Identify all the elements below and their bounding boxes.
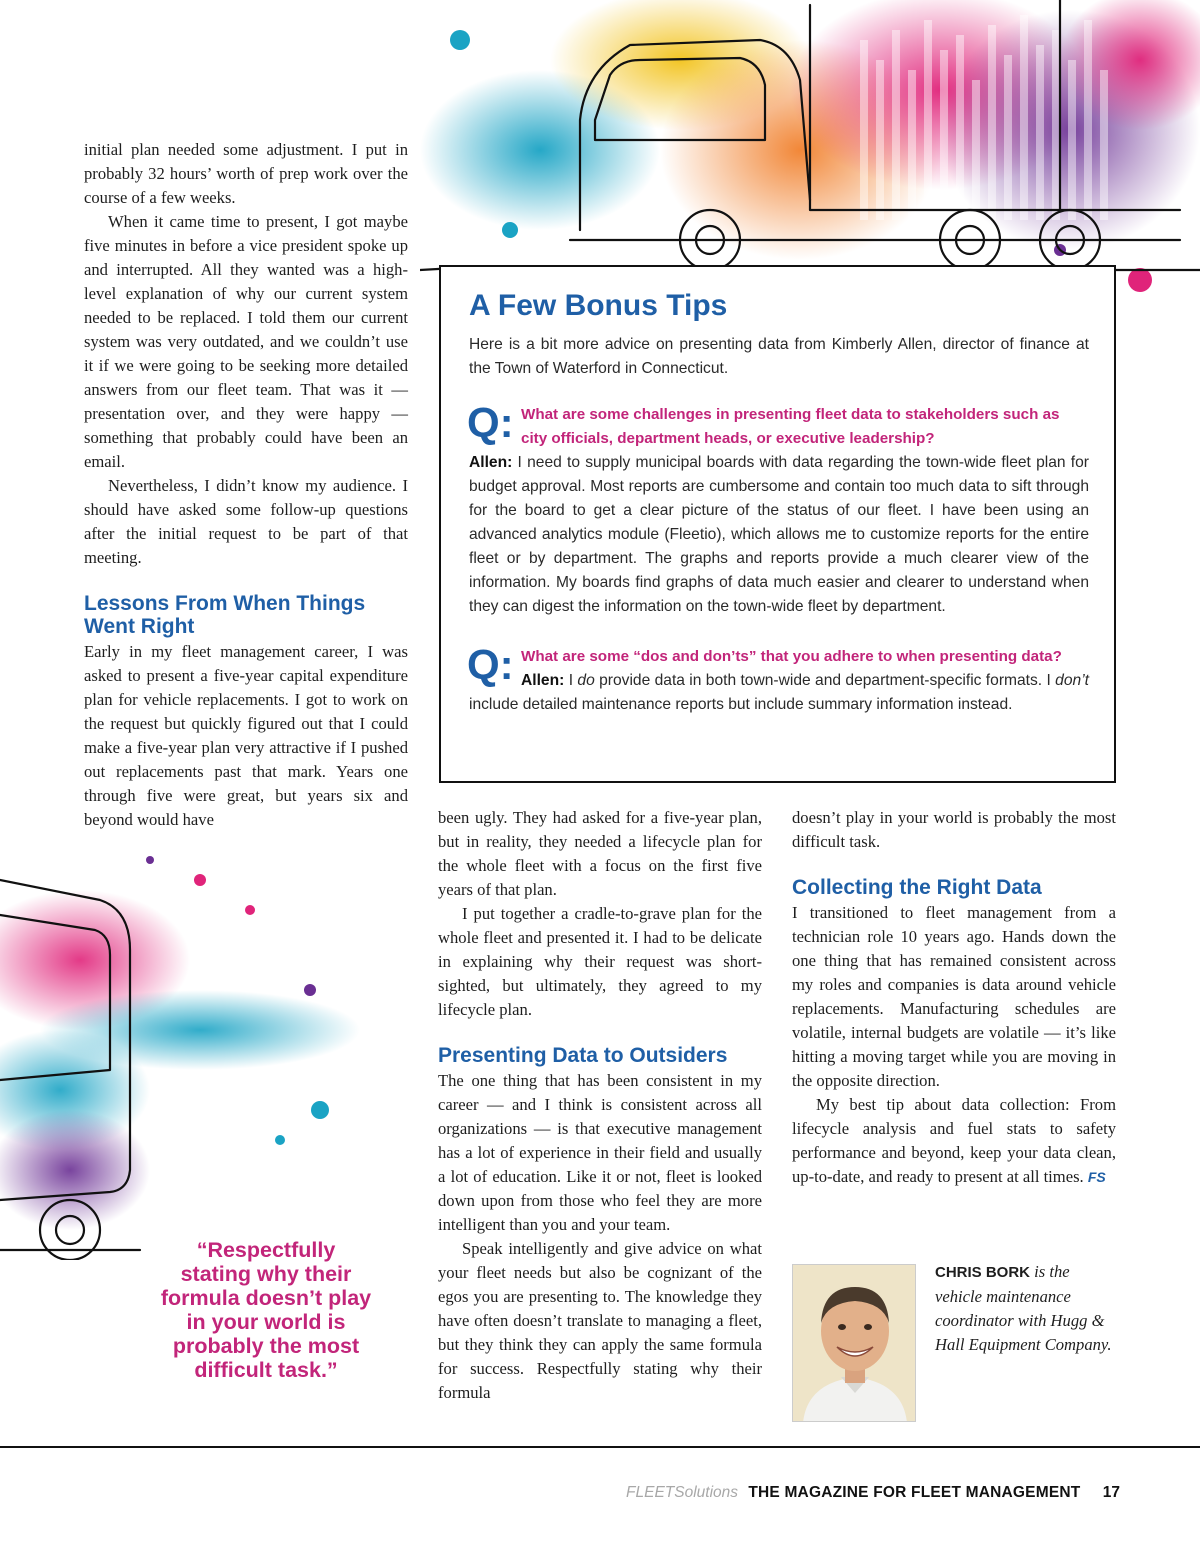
col1-paragraph-1: initial plan needed some adjustment. I put in probably 32 hours’ worth of prep work over the course of a few weeks.: [84, 140, 408, 207]
col3-paragraph-3-text: My best tip about data collection: From lifecycle analysis and fuel stats to safety performance and beyond, keep your data clean, up-to-date, and ready to present at all times.: [792, 1095, 1116, 1186]
footer-brand: FLEETSolutions: [626, 1484, 739, 1501]
column-1: [84, 138, 408, 832]
col3-paragraph-2: I transitioned to fleet management from a technician role 10 years ago. Hands down the one thing that has remained consistent across my roles and companies is data around vehicle replacements. Manufacturing schedules are volatile, internal budgets are volatile — it’s like hitting a moving target while you are moving in the opposite direction.: [792, 903, 1116, 1090]
answer-2-speaker: Allen:: [521, 672, 565, 689]
section-heading-outsiders: Presenting Data to Outsiders: [438, 1044, 728, 1067]
qa-block-1: [467, 399, 1089, 619]
page-number: 17: [1102, 1484, 1120, 1501]
answer-2-text-b: provide data in both town-wide and department-specific formats. I: [599, 672, 1051, 689]
author-bio: [935, 1260, 1120, 1357]
answer-1: [469, 451, 1089, 619]
col2-paragraph-2: I put together a cradle-to-grave plan for the whole fleet and presented it. I had to be delicate in explaining why their request was short-sighted, but ultimately, they agreed to my lifecycle plan.: [438, 904, 762, 1019]
author-description: is the vehicle maintenance coordinator with Hugg & Hall Equipment Company.: [935, 1262, 1112, 1354]
section-heading-lessons: Lessons From When Things Went Right: [84, 592, 366, 638]
footer-magazine-tagline: THE MAGAZINE FOR FLEET MANAGEMENT: [748, 1484, 1081, 1501]
question-1: What are some challenges in presenting fleet data to stakeholders such as city officials, department heads, or executive leadership?: [521, 406, 1060, 447]
answer-2-emphasis-do: do: [577, 672, 595, 689]
bus-splash-illustration: [0, 840, 400, 1260]
q-mark: Q:: [467, 399, 514, 446]
page-footer: [626, 1484, 1120, 1502]
footer-divider: [0, 1446, 1200, 1448]
col2-paragraph-4: Speak intelligently and give advice on what your fleet needs but also be cognizant of the egos you are presenting to. The knowledge they have often doesn’t translate to managing a fleet, but they think they can apply the same formula for success. Respectfully stating why their formula: [438, 1239, 762, 1402]
col2-paragraph-3: The one thing that has been consistent in my career — and I think is consistent across all organizations — is that executive management has a lot of experience in their field and usually a lot of education. Like it or not, fleet is looked down upon from those who feel they are more intelligent than you and your team.: [438, 1071, 762, 1234]
answer-1-speaker: Allen:: [469, 454, 513, 471]
answer-2-emphasis-dont: don’t: [1055, 672, 1089, 689]
sidebar-intro: Here is a bit more advice on presenting data from Kimberly Allen, director of finance at the Town of Waterford in Connecticut.: [469, 336, 1089, 377]
section-heading-collecting: Collecting the Right Data: [792, 876, 1042, 899]
col3-paragraph-1: doesn’t play in your world is probably the most difficult task.: [792, 808, 1116, 851]
column-2: [438, 806, 762, 1405]
col3-paragraph-3: [792, 1093, 1116, 1189]
col1-paragraph-3: Nevertheless, I didn’t know my audience. I should have asked some follow-up questions after the initial request to be part of that meeting.: [84, 476, 408, 567]
column-3: [792, 806, 1116, 1189]
question-2: What are some “dos and don’ts” that you adhere to when presenting data?: [521, 648, 1062, 665]
answer-2-text-c: include detailed maintenance reports but include summary information instead.: [469, 696, 1013, 713]
end-mark-logo: FS: [1087, 1169, 1106, 1185]
pull-quote: “Respectfully stating why their formula doesn’t play in your world is probably the most difficult task.”: [160, 1238, 372, 1382]
answer-1-text: I need to supply municipal boards with data regarding the town-wide fleet plan for budget approval. Most reports are cumbersome and contain too much data to sift through for the board to get a clear picture of the status of our fleet. I have been using an advanced analytics module (Fleetio), which allows me to customize reports for the entire fleet or by department. The graphs and reports provide a much clearer view of the information. My boards find graphs of data much easier and clearer to understand when they can digest the information on the town-wide fleet by department.: [469, 454, 1089, 615]
sidebar-title: A Few Bonus Tips: [469, 289, 728, 322]
answer-2-text-a: I: [568, 672, 574, 689]
col1-paragraph-4: Early in my fleet management career, I was asked to present a five-year capital expenditure plan for vehicle replacements. I got to work on the request but quickly figured out that I could make a five-year plan very attractive if I pushed out replacements past that mark. Years one through five were great, but years six and beyond would have: [84, 642, 408, 829]
q-mark: Q:: [467, 641, 514, 688]
answer-2: [469, 669, 1089, 717]
qa-block-2: [467, 641, 1089, 717]
author-name: CHRIS BORK: [935, 1264, 1031, 1281]
bonus-tips-sidebar: [439, 265, 1116, 783]
author-portrait-icon: [793, 1265, 916, 1422]
col1-paragraph-2: When it came time to present, I got maybe five minutes in before a vice president spoke up and interrupted. All they wanted was a high-level explanation of why our current system needed to be replaced. I told them our current system was very outdated, and we couldn’t use it if we were going to be seeking more detailed answers from our fleet team. That was it — presentation over, and they were happy — something that probably could have been an email.: [84, 212, 408, 471]
truck-splash-illustration: [420, 0, 1200, 300]
author-photo: [792, 1264, 916, 1422]
col2-paragraph-1: been ugly. They had asked for a five-year plan, but in reality, they needed a lifecycle plan for the whole fleet with a focus on the first five years of that plan.: [438, 808, 762, 899]
